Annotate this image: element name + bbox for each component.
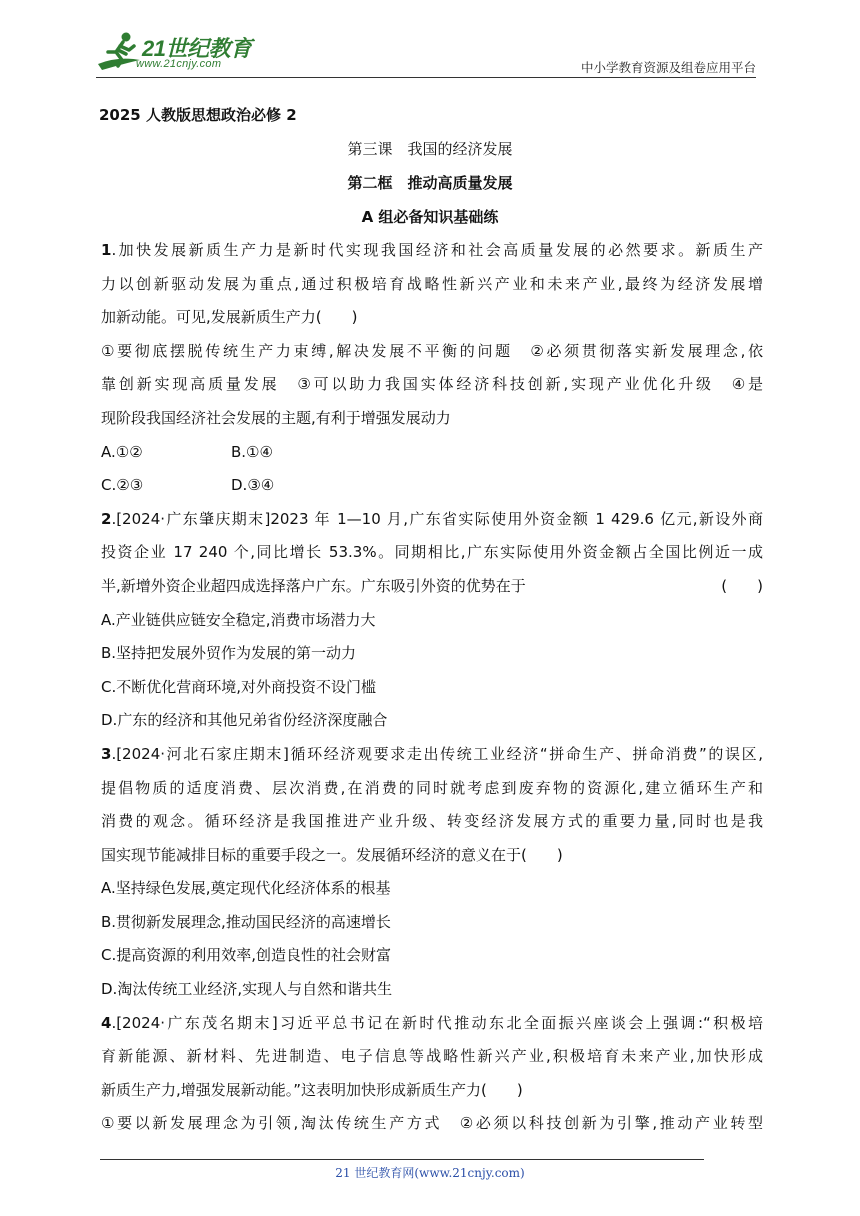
footer-divider bbox=[100, 1159, 704, 1160]
q2-answer-paren: ( ) bbox=[721, 576, 763, 595]
q2-option-c[interactable]: C.不断优化营商环境,对外商投资不设门槛 bbox=[101, 677, 377, 696]
q3-line: 消费的观念。循环经济是我国推进产业升级、转变经济发展方式的重要力量,同时也是我 bbox=[101, 812, 763, 831]
q3-line: 国实现节能减排目标的重要手段之一。发展循环经济的意义在于( ) bbox=[101, 845, 563, 864]
q4-line: ①要以新发展理念为引领,淘汰传统生产方式 ②必须以科技创新为引擎,推动产业转型 bbox=[101, 1114, 763, 1133]
q2-option-b[interactable]: B.坚持把发展外贸作为发展的第一动力 bbox=[101, 644, 357, 663]
q1-option-b[interactable]: B.①④ bbox=[231, 442, 273, 461]
q4-line: 新质生产力,增强发展新动能。”这表明加快形成新质生产力( ) bbox=[101, 1080, 523, 1099]
q4-line: 4.[2024·广东茂名期末]习近平总书记在新时代推动东北全面振兴座谈会上强调:“积极培 bbox=[101, 1013, 763, 1032]
q1-line: 现阶段我国经济社会发展的主题,有利于增强发展动力 bbox=[101, 408, 451, 427]
q3-option-c[interactable]: C.提高资源的利用效率,创造良性的社会财富 bbox=[101, 946, 392, 965]
section-title: 第二框 推动高质量发展 bbox=[347, 174, 513, 192]
q2-line: 半,新增外资企业超四成选择落户广东。广东吸引外资的优势在于 ( ) bbox=[101, 570, 763, 604]
group-title: A 组必备知识基础练 bbox=[361, 208, 499, 226]
q1-options-row bbox=[101, 469, 763, 503]
q3-option-a[interactable]: A.坚持绿色发展,奠定现代化经济体系的根基 bbox=[101, 879, 391, 898]
q1-line: 1.加快发展新质生产力是新时代实现我国经济和社会高质量发展的必然要求。新质生产 bbox=[101, 241, 763, 259]
q1-line: 靠创新实现高质量发展 ③可以助力我国实体经济科技创新,实现产业优化升级 ④是 bbox=[101, 375, 763, 394]
document-title: 2025 人教版思想政治必修 2 bbox=[99, 106, 297, 124]
q3-option-b[interactable]: B.贯彻新发展理念,推动国民经济的高速增长 bbox=[101, 912, 391, 931]
q1-line: 力以创新驱动发展为重点,通过积极培育战略性新兴产业和未来产业,最终为经济发展增 bbox=[101, 274, 763, 293]
lesson-title: 第三课 我国的经济发展 bbox=[347, 140, 513, 158]
q2-number: 2 bbox=[101, 509, 112, 528]
footer-text: 21 世纪教育网(www.21cnjy.com) bbox=[335, 1166, 525, 1180]
q2-option-a[interactable]: A.产业链供应链安全稳定,消费市场潜力大 bbox=[101, 610, 376, 629]
q1-options-row bbox=[101, 436, 763, 470]
q1-option-a[interactable]: A.①② bbox=[101, 442, 143, 461]
q1-option-c[interactable]: C.②③ bbox=[101, 476, 144, 495]
logo bbox=[96, 30, 266, 78]
question-body bbox=[101, 234, 763, 1141]
q3-line: 提倡物质的适度消费、层次消费,在消费的同时就考虑到废弃物的资源化,建立循环生产和 bbox=[101, 778, 763, 797]
q3-number: 3 bbox=[101, 744, 112, 763]
q4-number: 4 bbox=[101, 1013, 112, 1032]
q3-option-d[interactable]: D.淘汰传统工业经济,实现人与自然和谐共生 bbox=[101, 980, 393, 999]
q1-number: 1 bbox=[101, 241, 112, 259]
q1-option-d[interactable]: D.③④ bbox=[231, 476, 275, 495]
q2-line: 投资企业 17 240 个,同比增长 53.3%。同期相比,广东实际使用外资金额占全国比例近一成 bbox=[101, 543, 763, 562]
q3-line: 3.[2024·河北石家庄期末]循环经济观要求走出传统工业经济“拼命生产、拼命消费”的误区, bbox=[101, 744, 763, 763]
platform-name: 中小学教育资源及组卷应用平台 bbox=[580, 60, 756, 75]
page-header bbox=[0, 0, 860, 82]
q1-line: 加新动能。可见,发展新质生产力( ) bbox=[101, 308, 358, 327]
logo-text: 21世纪教育 bbox=[142, 36, 252, 61]
q2-line: 2.[2024·广东肇庆期末]2023 年 1—10 月,广东省实际使用外资金额 1 429.6 亿元,新设外商 bbox=[101, 509, 763, 528]
logo-url: www.21cnjy.com bbox=[136, 58, 222, 70]
q2-option-d[interactable]: D.广东的经济和其他兄弟省份经济深度融合 bbox=[101, 711, 388, 730]
q4-line: 育新能源、新材料、先进制造、电子信息等战略性新兴产业,积极培育未来产业,加快形成 bbox=[101, 1047, 763, 1066]
header-divider bbox=[96, 77, 756, 78]
q1-line: ①要彻底摆脱传统生产力束缚,解决发展不平衡的问题 ②必须贯彻落实新发展理念,依 bbox=[101, 341, 763, 360]
